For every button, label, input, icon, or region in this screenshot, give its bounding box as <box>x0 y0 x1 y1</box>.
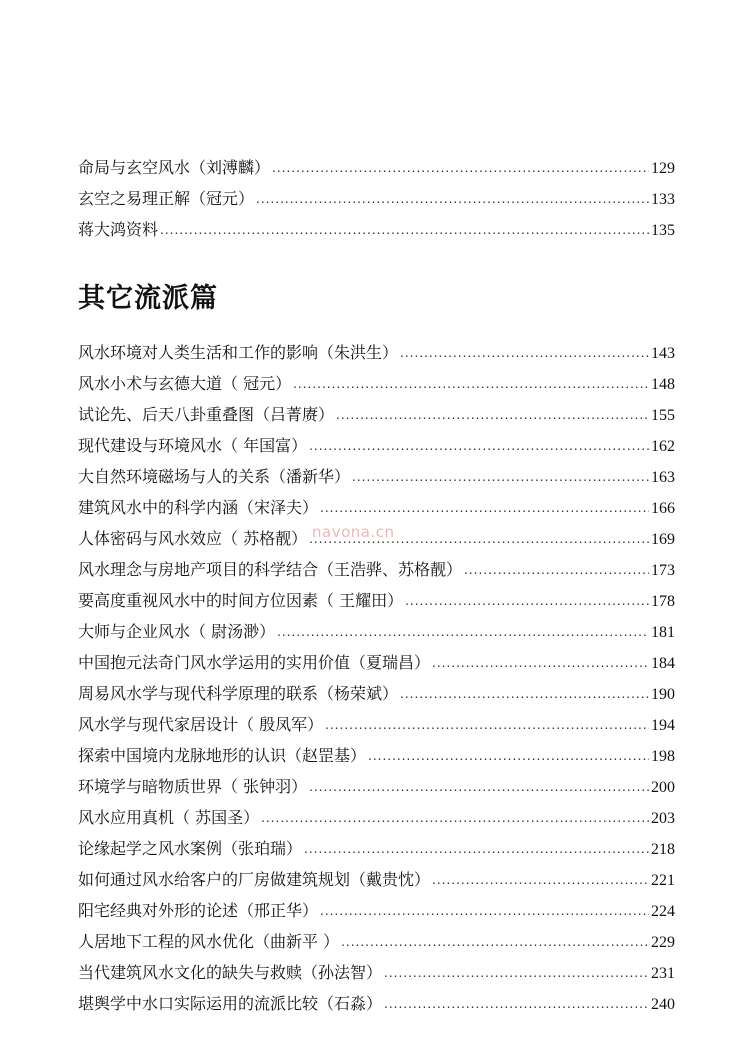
toc-dot-leader <box>400 679 649 710</box>
toc-entry[interactable] <box>78 864 675 895</box>
toc-entry-title: 风水小术与玄德大道（ 冠元） <box>78 374 292 393</box>
toc-entry-title: 命局与玄空风水（刘溥麟） <box>78 158 271 177</box>
toc-list-top <box>78 152 675 245</box>
toc-entry-page-number: 190 <box>651 686 675 703</box>
watermark-text: navona.cn <box>312 523 395 541</box>
toc-entry[interactable] <box>78 833 675 864</box>
toc-entry-page-number: 143 <box>651 345 675 362</box>
toc-entry-page-number: 240 <box>651 996 675 1013</box>
toc-entry[interactable] <box>78 678 675 709</box>
toc-entry-title: 大师与企业风水（ 尉汤渺） <box>78 622 276 641</box>
toc-dot-leader <box>384 989 649 1020</box>
toc-entry-page-number: 181 <box>651 624 675 641</box>
toc-entry[interactable] <box>78 709 675 740</box>
toc-dot-leader <box>293 369 649 400</box>
toc-entry-page-number: 200 <box>651 779 675 796</box>
toc-dot-leader <box>320 493 649 524</box>
toc-entry-page-number: 155 <box>651 407 675 424</box>
toc-entry[interactable] <box>78 647 675 678</box>
toc-entry-page-number: 221 <box>651 872 675 889</box>
toc-entry-page-number: 135 <box>651 222 675 239</box>
toc-dot-leader <box>368 741 649 772</box>
section-heading: 其它流派篇 <box>78 283 218 314</box>
toc-dot-leader <box>325 710 649 741</box>
toc-dot-leader <box>256 184 649 215</box>
toc-entry-title: 人居地下工程的风水优化（曲新平 ） <box>78 932 340 951</box>
toc-dot-leader <box>320 896 649 927</box>
toc-dot-leader <box>400 338 649 369</box>
toc-entry-title: 风水学与现代家居设计（ 殷凤军） <box>78 715 324 734</box>
toc-entry-title: 阳宅经典对外形的论述（邢正华） <box>78 901 319 920</box>
toc-entry-title: 环境学与暗物质世界（ 张钟羽） <box>78 777 308 796</box>
toc-entry-page-number: 194 <box>651 717 675 734</box>
toc-dot-leader <box>309 524 649 555</box>
toc-entry-page-number: 166 <box>651 500 675 517</box>
toc-entry-page-number: 224 <box>651 903 675 920</box>
toc-entry-title: 要高度重视风水中的时间方位因素（ 王耀田） <box>78 591 404 610</box>
toc-entry[interactable] <box>78 802 675 833</box>
toc-entry[interactable] <box>78 585 675 616</box>
toc-dot-leader <box>432 865 649 896</box>
toc-entry-title: 现代建设与环境风水（ 年国富） <box>78 436 308 455</box>
toc-entry-page-number: 162 <box>651 438 675 455</box>
toc-entry-title: 周易风水学与现代科学原理的联系（杨荣斌） <box>78 684 399 703</box>
toc-dot-leader <box>277 617 649 648</box>
toc-entry[interactable] <box>78 461 675 492</box>
toc-dot-leader <box>384 958 649 989</box>
toc-entry-title: 蒋大鸿资料 <box>78 220 159 239</box>
toc-entry-title: 风水环境对人类生活和工作的影响（朱洪生） <box>78 343 399 362</box>
toc-entry-title: 大自然环境磁场与人的关系（潘新华） <box>78 467 351 486</box>
toc-dot-leader <box>464 555 649 586</box>
toc-dot-leader <box>309 431 649 462</box>
toc-entry-page-number: 163 <box>651 469 675 486</box>
toc-entry-title: 当代建筑风水文化的缺失与救赎（孙法智） <box>78 963 383 982</box>
toc-entry-page-number: 231 <box>651 965 675 982</box>
toc-list-main <box>78 337 675 1019</box>
toc-entry-title: 风水理念与房地产项目的科学结合（王浩骅、苏格靓） <box>78 560 463 579</box>
toc-entry[interactable] <box>78 337 675 368</box>
toc-entry-page-number: 229 <box>651 934 675 951</box>
toc-entry-title: 试论先、后天八卦重叠图（吕菁赓） <box>78 405 335 424</box>
toc-entry[interactable] <box>78 492 675 523</box>
toc-dot-leader <box>336 400 649 431</box>
toc-dot-leader <box>352 462 649 493</box>
toc-entry-title: 堪舆学中水口实际运用的流派比较（石淼） <box>78 994 383 1013</box>
toc-entry[interactable] <box>78 926 675 957</box>
toc-entry-title: 中国抱元法奇门风水学运用的实用价值（夏瑞昌） <box>78 653 431 672</box>
toc-dot-leader <box>341 927 649 958</box>
toc-entry[interactable] <box>78 554 675 585</box>
toc-dot-leader <box>309 772 649 803</box>
toc-entry[interactable] <box>78 183 675 214</box>
toc-dot-leader <box>405 586 649 617</box>
toc-entry-page-number: 133 <box>651 191 675 208</box>
toc-entry[interactable] <box>78 399 675 430</box>
toc-entry[interactable] <box>78 430 675 461</box>
toc-dot-leader <box>261 803 649 834</box>
toc-entry-title: 风水应用真机（ 苏国圣） <box>78 808 260 827</box>
toc-entry[interactable] <box>78 740 675 771</box>
toc-dot-leader <box>432 648 649 679</box>
toc-entry-title: 探索中国境内龙脉地形的认识（赵罡基） <box>78 746 367 765</box>
toc-dot-leader <box>160 215 649 246</box>
toc-entry-page-number: 198 <box>651 748 675 765</box>
toc-entry-page-number: 129 <box>651 160 675 177</box>
toc-entry[interactable] <box>78 616 675 647</box>
toc-entry-title: 玄空之易理正解（冠元） <box>78 189 255 208</box>
toc-entry[interactable] <box>78 895 675 926</box>
toc-entry-page-number: 178 <box>651 593 675 610</box>
toc-entry[interactable] <box>78 152 675 183</box>
toc-entry[interactable] <box>78 368 675 399</box>
toc-entry-page-number: 218 <box>651 841 675 858</box>
toc-entry-title: 建筑风水中的科学内涵（宋泽夫） <box>78 498 319 517</box>
toc-entry-page-number: 148 <box>651 376 675 393</box>
toc-entry-page-number: 184 <box>651 655 675 672</box>
toc-entry-page-number: 203 <box>651 810 675 827</box>
toc-dot-leader <box>304 834 649 865</box>
toc-entry[interactable] <box>78 771 675 802</box>
toc-entry-page-number: 169 <box>651 531 675 548</box>
toc-entry[interactable] <box>78 957 675 988</box>
toc-entry-title: 论缘起学之风水案例（张珀瑞） <box>78 839 303 858</box>
toc-entry[interactable] <box>78 523 675 554</box>
toc-entry[interactable] <box>78 214 675 245</box>
toc-entry-title: 人体密码与风水效应（ 苏格靓） <box>78 529 308 548</box>
toc-entry[interactable] <box>78 988 675 1019</box>
toc-entry-title: 如何通过风水给客户的厂房做建筑规划（戴贵忱） <box>78 870 431 889</box>
toc-dot-leader <box>272 153 649 184</box>
toc-entry-page-number: 173 <box>651 562 675 579</box>
